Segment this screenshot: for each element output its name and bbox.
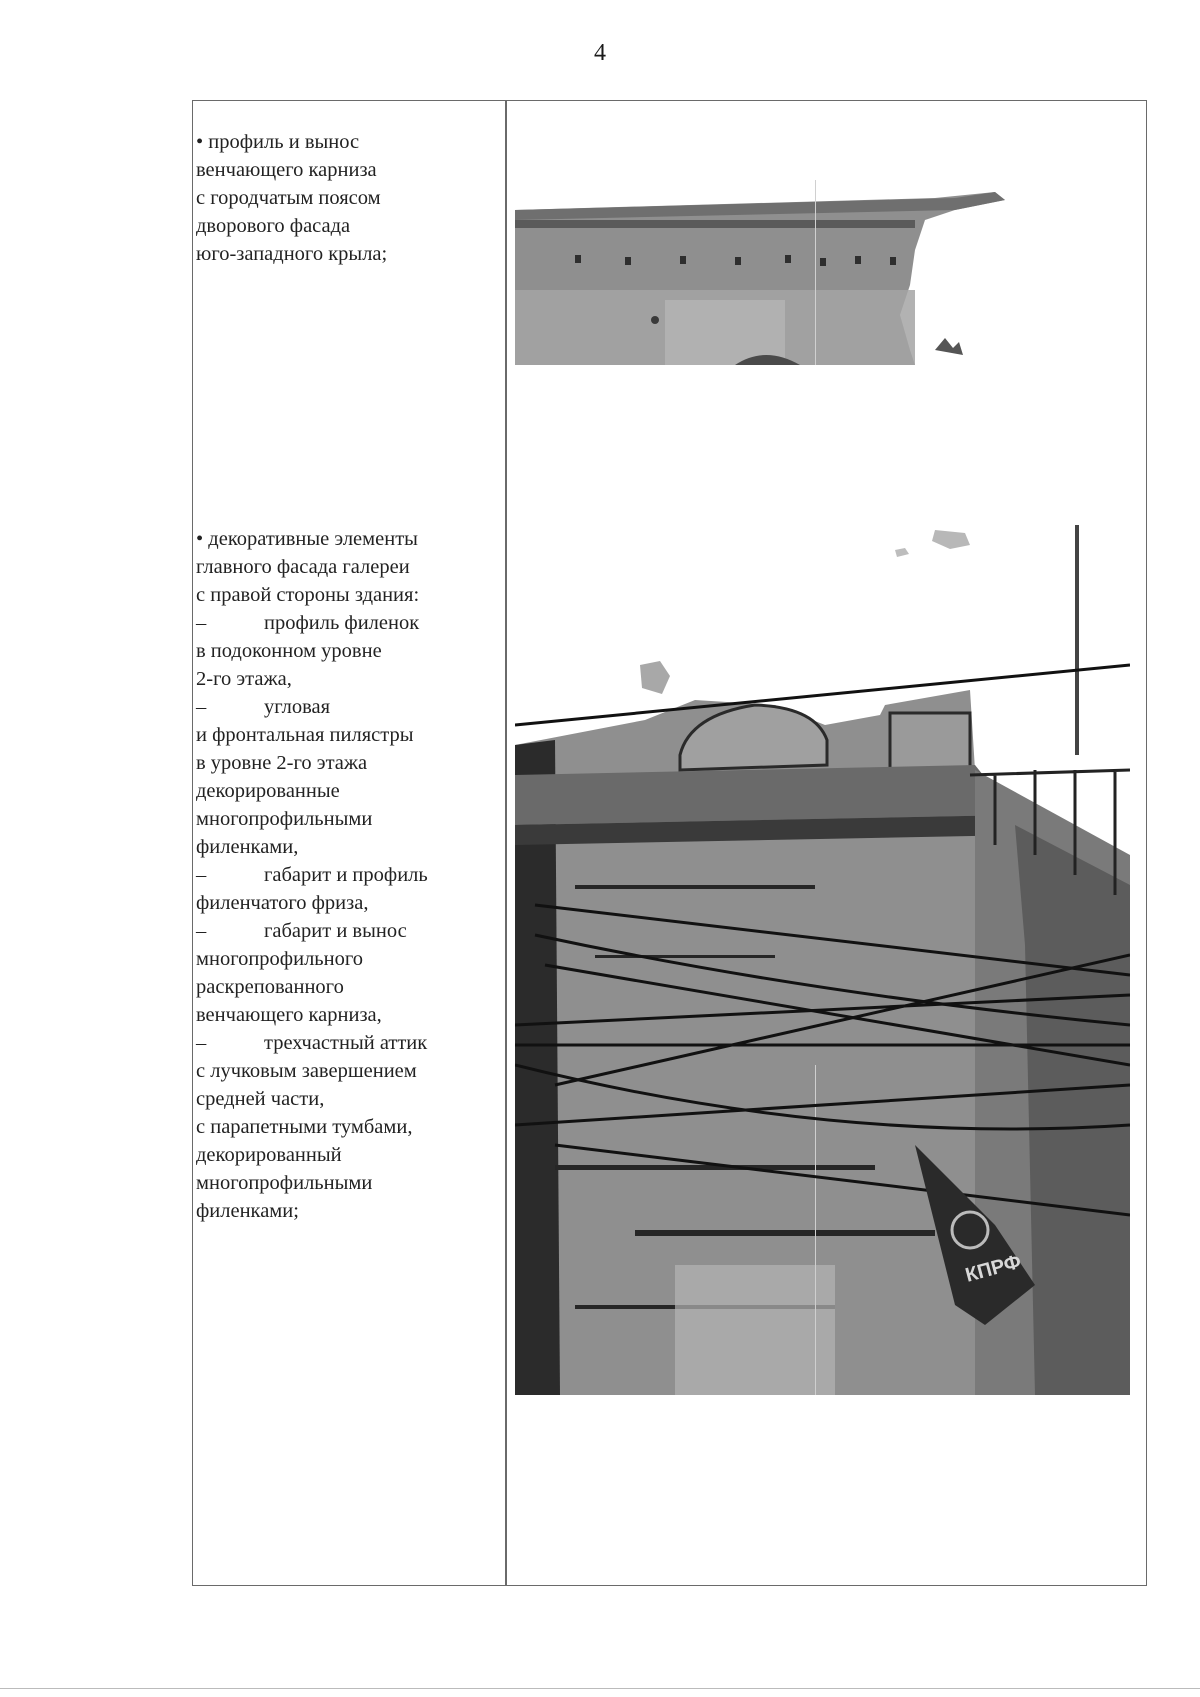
text-line: юго-западного крыла; (196, 243, 388, 265)
list-item-first-line: трехчастный аттик (264, 1032, 428, 1054)
facade-photo (515, 525, 1130, 1395)
list-dash: – (196, 1032, 207, 1054)
list-item-first-line: профиль филенок (264, 612, 420, 634)
list-item-first-line: габарит и вынос (264, 920, 407, 942)
text-line: филенками; (196, 1200, 299, 1222)
text-line: в уровне 2-го этажа (196, 752, 368, 774)
list-item (196, 693, 486, 721)
text-line: с городчатым поясом (196, 187, 381, 209)
page-number: 4 (594, 40, 606, 66)
text-line: средней части, (196, 1088, 325, 1110)
list-item (196, 1029, 486, 1057)
text-line: с лучковым завершением (196, 1060, 417, 1082)
text-line: декорированный (196, 1144, 342, 1166)
cornice-description (196, 128, 486, 268)
text-line: главного фасада галереи (196, 556, 410, 578)
text-line: венчающего карниза, (196, 1004, 382, 1026)
cornice-photo (515, 180, 1005, 365)
list-item-first-line: угловая (264, 696, 331, 718)
list-dash: – (196, 864, 207, 886)
list-item (196, 917, 486, 945)
text-line: • профиль и вынос (196, 131, 360, 153)
bottom-rule (0, 1688, 1200, 1689)
text-line: с правой стороны здания: (196, 584, 420, 606)
text-line: с парапетными тумбами, (196, 1116, 413, 1138)
list-dash: – (196, 612, 207, 634)
text-line: филенками, (196, 836, 299, 858)
list-item (196, 861, 486, 889)
text-line: многопрофильными (196, 808, 373, 830)
list-dash: – (196, 920, 207, 942)
flag-label: КПРФ (963, 1250, 1024, 1287)
text-line: • декоративные элементы (196, 528, 418, 550)
text-line: венчающего карниза (196, 159, 377, 181)
column-divider (505, 100, 507, 1586)
text-line: многопрофильными (196, 1172, 373, 1194)
text-line: и фронтальная пилястры (196, 724, 414, 746)
text-line: раскрепованного (196, 976, 344, 998)
text-line: многопрофильного (196, 948, 364, 970)
list-item (196, 609, 486, 637)
text-line: декорированные (196, 780, 340, 802)
facade-elements-description (196, 525, 486, 1225)
list-dash: – (196, 696, 207, 718)
text-line: 2-го этажа, (196, 668, 292, 690)
text-line: филенчатого фриза, (196, 892, 369, 914)
text-line: дворового фасада (196, 215, 351, 237)
text-line: в подоконном уровне (196, 640, 382, 662)
list-item-first-line: габарит и профиль (264, 864, 428, 886)
